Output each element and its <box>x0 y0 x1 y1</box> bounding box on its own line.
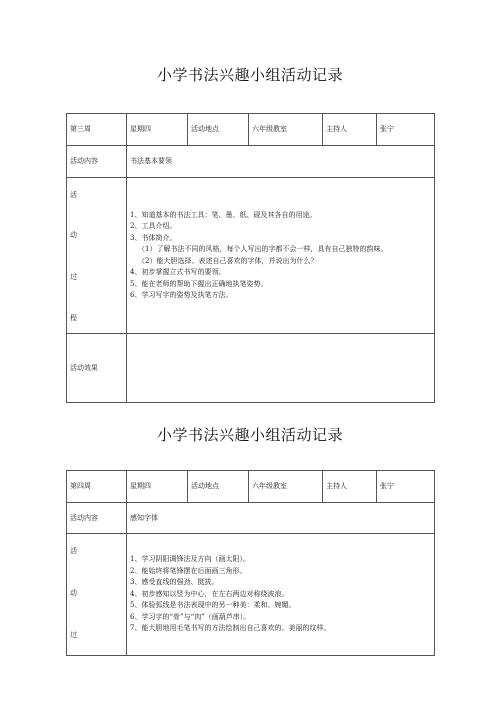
process-line: 2、能始终将笔锋摆在后面画三角形。 <box>130 566 247 575</box>
process-line: 1、学习阴阳调锋法及方向（画太阳）。 <box>130 555 250 564</box>
process-line: 2、工具介绍。 <box>130 222 177 230</box>
process-line: 5、体验弧线是书法表现中的另一种美：柔和、婉媚。 <box>130 601 296 610</box>
week-cell: 第四周 <box>67 471 127 503</box>
record-title-2: 小学书法兴趣小组活动记录 <box>156 426 343 444</box>
process-line: 6、学习写字的姿势及执笔方法。 <box>130 291 233 299</box>
effect-cell <box>127 334 435 403</box>
weekday-cell: 星期四 <box>127 114 188 146</box>
content-cell: 感知字体 <box>127 503 435 534</box>
activity-record-table-2 <box>66 470 435 656</box>
process-line: 6、学习字的“骨”与“肉”（画葫芦串）。 <box>130 612 251 621</box>
process-label-char: 程 <box>70 314 77 322</box>
process-line: 3、书体简介。 <box>130 233 177 242</box>
process-label-char: 过 <box>70 273 77 281</box>
process-label-char: 动 <box>70 589 77 597</box>
process-line: （2）能大胆选择、表述自己喜欢的字体，并说出为什么？ <box>138 256 318 265</box>
process-line: 4、初步感知以竖为中心，在左右两边对称绕波浪。 <box>130 589 289 598</box>
weekday-cell: 星期四 <box>127 471 188 503</box>
effect-row <box>67 334 435 403</box>
header-row <box>67 114 435 146</box>
process-label-char: 活 <box>70 547 77 555</box>
process-row <box>67 534 435 656</box>
process-label-char: 活 <box>70 191 77 199</box>
location-label-cell: 活动地点 <box>188 471 249 503</box>
location-label-cell: 活动地点 <box>188 114 249 146</box>
process-row <box>67 178 435 334</box>
effect-label-cell: 活动效果 <box>67 334 127 403</box>
process-content-cell <box>127 534 435 656</box>
process-label-cell <box>67 178 127 334</box>
header-row <box>67 471 435 503</box>
process-line: 4、初步掌握立式书写的要领。 <box>130 268 226 276</box>
host-label-cell: 主持人 <box>323 114 377 146</box>
process-label-char: 过 <box>70 631 77 639</box>
week-cell: 第三周 <box>67 114 127 146</box>
host-label-cell: 主持人 <box>323 471 377 503</box>
content-label-cell: 活动内容 <box>67 503 127 534</box>
location-cell: 六年级教室 <box>249 471 323 503</box>
process-line: 3、感受直线的强劲、挺拔。 <box>130 578 219 587</box>
record-title-1: 小学书法兴趣小组活动记录 <box>156 66 343 84</box>
process-line: 1、知道基本的书法工具：笔、墨、纸、砚及其各自的用途。 <box>130 210 317 219</box>
process-line: 7、能大胆地用毛笔书写的方法绘制出自己喜欢的、美丽的纹样。 <box>130 624 331 633</box>
process-label-char: 动 <box>70 231 77 239</box>
process-line: （1）了解书法不同的风格，每个人写出的字都不会一样，具有自己独特的韵味。 <box>138 245 388 253</box>
content-label-cell: 活动内容 <box>67 146 127 178</box>
host-cell: 张宁 <box>377 114 435 146</box>
content-row <box>67 146 435 178</box>
activity-record-table-1 <box>66 113 435 403</box>
process-line: 5、能在老师的帮助下握出正确地执笔姿势。 <box>130 279 268 288</box>
location-cell: 六年级教室 <box>249 114 323 146</box>
content-cell: 书法基本要领 <box>127 146 435 178</box>
content-row <box>67 503 435 534</box>
host-cell: 张宁 <box>377 471 435 503</box>
process-content-cell <box>127 178 435 334</box>
process-label-cell <box>67 534 127 656</box>
